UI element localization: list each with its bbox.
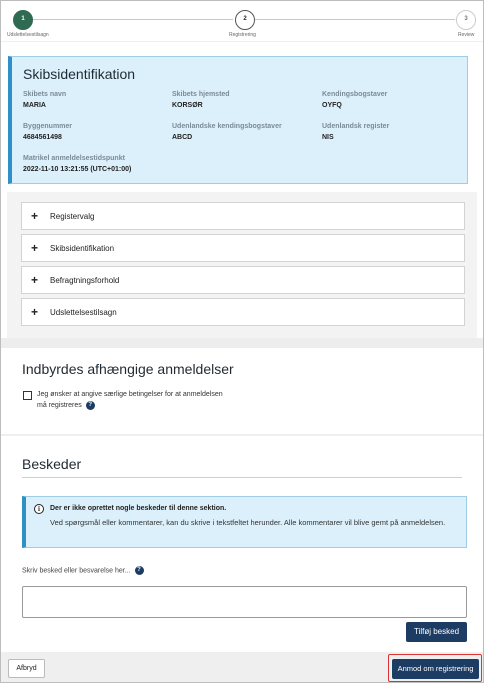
info-icon: i (34, 504, 44, 514)
accordion-label: Registervalg (50, 212, 95, 221)
conditions-checkbox[interactable] (23, 391, 32, 400)
section-divider (1, 339, 483, 348)
ship-home-value: KORSØR (172, 102, 203, 109)
build-number-label: Byggenummer (23, 123, 73, 130)
ship-name-value: MARIA (23, 102, 46, 109)
build-number-value: 4684561498 (23, 134, 62, 141)
timestamp-field (23, 155, 131, 173)
plus-icon: + (31, 209, 39, 223)
build-number-field (23, 123, 72, 141)
plus-icon: + (31, 273, 39, 287)
info-alert (22, 496, 467, 548)
accordion-label: Befragtningsforhold (50, 276, 120, 285)
accordion-befragtningsforhold[interactable] (21, 266, 465, 294)
step-3-circle[interactable]: 3 (456, 10, 476, 30)
stepper-line-1 (33, 19, 233, 20)
step-3-label: Review (458, 32, 475, 38)
ship-home-field (172, 91, 230, 109)
message-input-label (22, 566, 144, 575)
step-2-circle[interactable]: 2 (235, 10, 255, 30)
message-textarea[interactable] (22, 586, 467, 618)
messages-divider (22, 477, 462, 478)
request-registration-button[interactable]: Anmod om registrering (392, 659, 479, 679)
accordion-label: Udslettelsestilsagn (50, 308, 117, 317)
ship-identification-title: Skibsidentifikation (23, 66, 136, 82)
callsign-field (322, 91, 387, 109)
dependent-filings-title: Indbyrdes afhængige anmeldelser (22, 361, 234, 377)
ship-home-label: Skibets hjemsted (172, 91, 230, 98)
foreign-callsign-field (172, 123, 282, 141)
message-input-label-text: Skriv besked eller besvarelse her... (22, 567, 131, 575)
callsign-value: OYFQ (322, 102, 342, 109)
ship-name-field (23, 91, 66, 109)
stepper-line-2 (255, 19, 455, 20)
foreign-register-label: Udenlandsk register (322, 123, 390, 130)
ship-identification-box (8, 56, 468, 184)
accordion-group (7, 192, 477, 338)
add-message-button[interactable]: Tilføj besked (406, 622, 467, 642)
messages-title: Beskeder (22, 456, 82, 472)
info-alert-body: Ved spørgsmål eller kommentarer, kan du skrive i tekstfeltet herunder. Alle kommentarer vil blive gemt på anmeldelsen. (50, 518, 446, 527)
step-1-circle[interactable]: 1 (13, 10, 33, 30)
plus-icon: + (31, 305, 39, 319)
cancel-button[interactable]: Afbryd (8, 659, 45, 678)
plus-icon: + (31, 241, 39, 255)
accordion-udslettelsestilsagn[interactable] (21, 298, 465, 326)
accordion-registervalg[interactable] (21, 202, 465, 230)
timestamp-value: 2022-11-10 13:21:55 (UTC+01:00) (23, 166, 132, 173)
conditions-checkbox-text (37, 389, 227, 411)
step-2-label: Registrering (229, 32, 256, 38)
foreign-callsign-label: Udenlandske kendingsbogstaver (172, 123, 282, 130)
accordion-skibsidentifikation[interactable] (21, 234, 465, 262)
info-alert-title: Der er ikke oprettet nogle beskeder til denne sektion. (50, 505, 227, 512)
timestamp-label: Matrikel anmeldelsestidspunkt (23, 155, 125, 162)
help-icon[interactable]: ? (135, 566, 144, 575)
callsign-label: Kendingsbogstaver (322, 91, 388, 98)
messages-section (1, 436, 483, 652)
foreign-register-value: NIS (322, 134, 334, 141)
foreign-callsign-value: ABCD (172, 134, 193, 141)
step-1-label: Udslettelsestilsagn (7, 32, 49, 38)
progress-stepper (1, 1, 483, 41)
accordion-label: Skibsidentifikation (50, 244, 115, 253)
dependent-filings-section (1, 348, 483, 434)
foreign-register-field (322, 123, 389, 141)
help-icon[interactable]: ? (86, 401, 95, 410)
ship-name-label: Skibets navn (23, 91, 67, 98)
conditions-checkbox-label: Jeg ønsker at angive særlige betingelser for at anmeldelsen må registreres (37, 391, 223, 409)
